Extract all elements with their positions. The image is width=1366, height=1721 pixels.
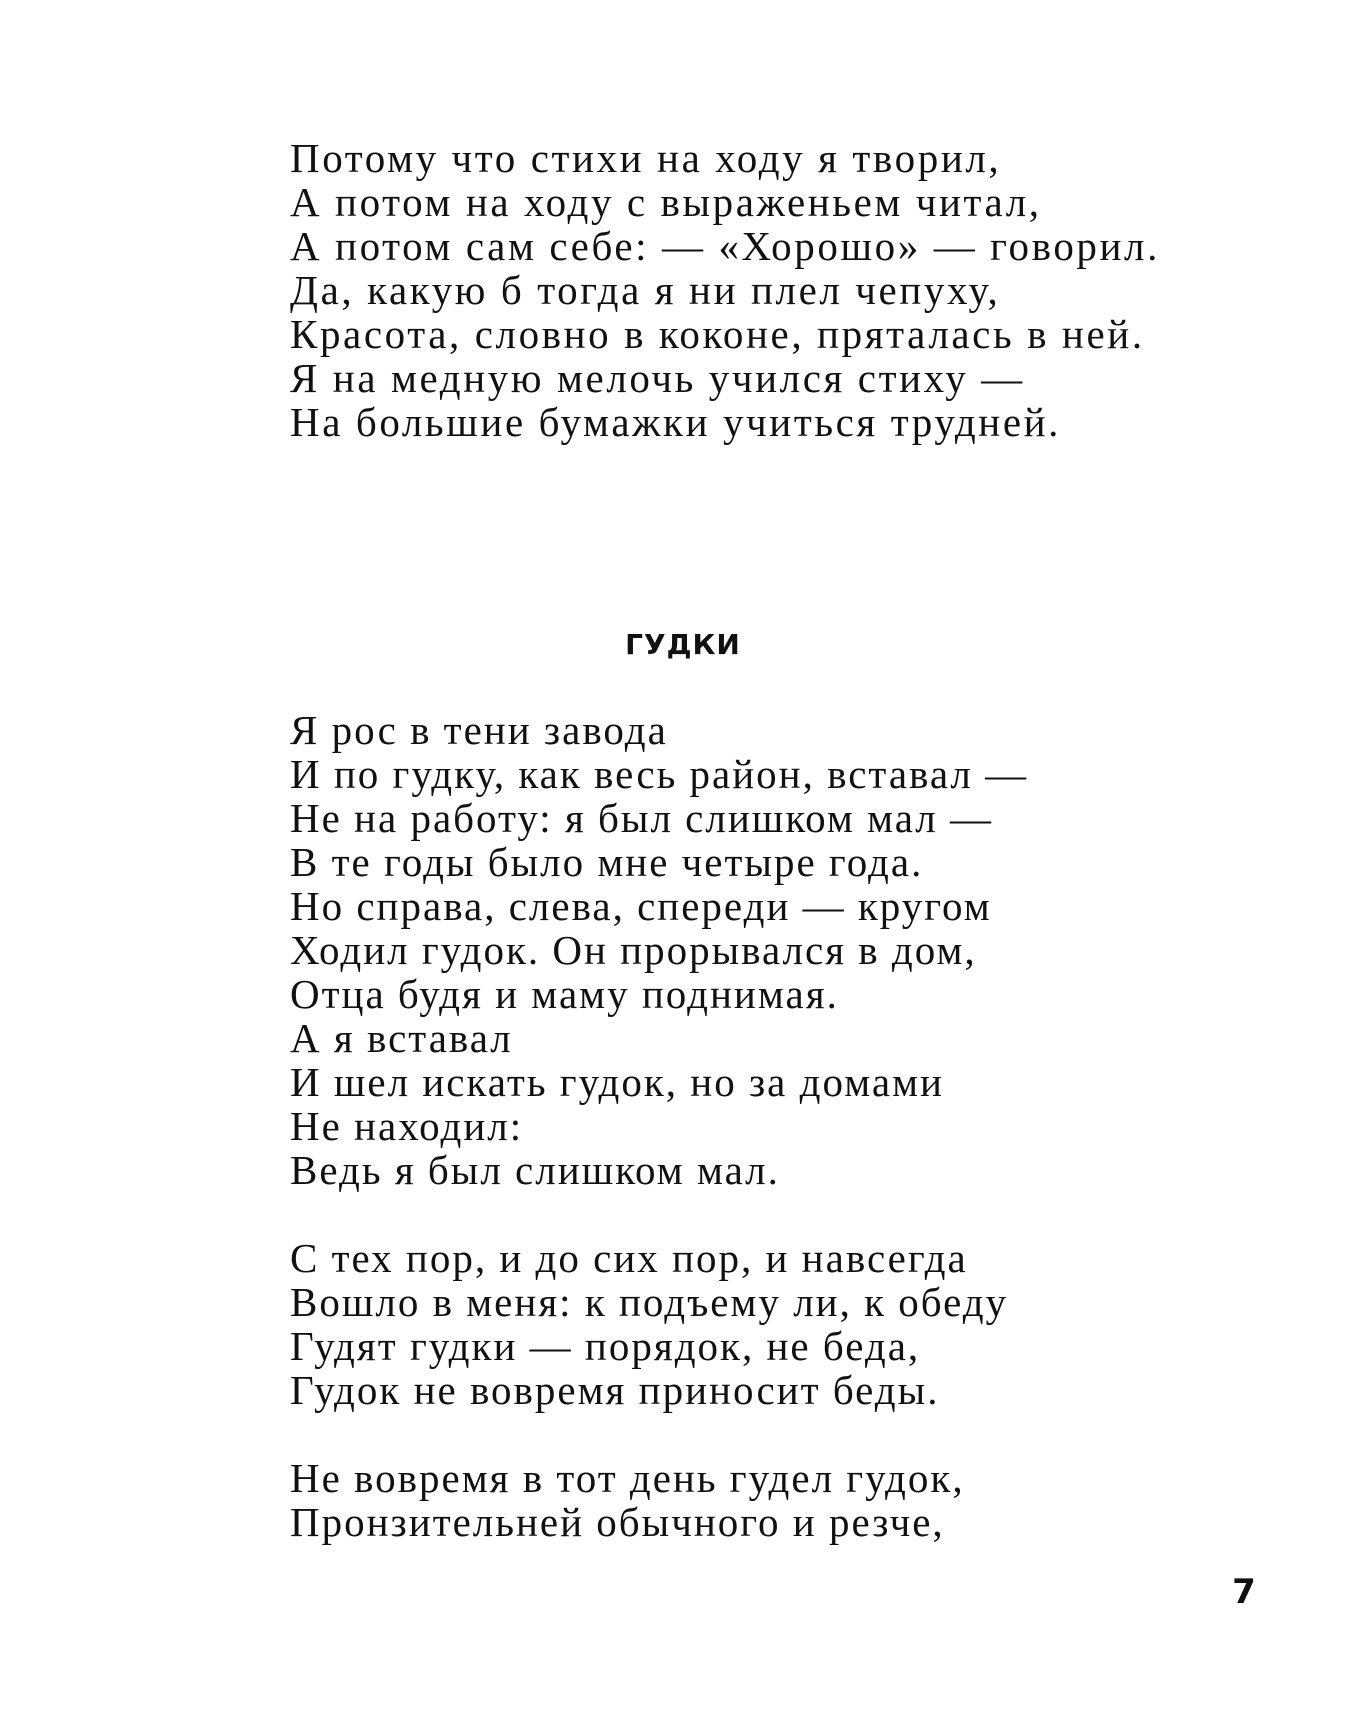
poem-line: И по гудку, как весь район, вставал — bbox=[290, 751, 1029, 797]
poem-line: Я на медную мелочь учился стиху — bbox=[290, 355, 1025, 401]
poem-line: Не вовремя в тот день гудел гудок, bbox=[290, 1455, 965, 1501]
poem-line: Да, какую б тогда я ни плел чепуху, bbox=[290, 267, 1001, 313]
poem-line: В те годы было мне четыре года. bbox=[290, 839, 924, 885]
poem-line: Потому что стихи на ходу я творил, bbox=[290, 135, 1002, 181]
stanza-1 bbox=[290, 708, 1028, 1192]
stanza-2 bbox=[290, 1236, 1008, 1412]
poem-line: Гудок не вовремя приносит беды. bbox=[290, 1367, 940, 1413]
poem-line: А я вставал bbox=[290, 1015, 513, 1061]
page-number: 7 bbox=[1232, 1572, 1256, 1612]
poem-line: Не находил: bbox=[290, 1103, 524, 1149]
poem-title: ГУДКИ bbox=[625, 628, 741, 661]
poem-line: А потом сам себе: — «Хорошо» — говорил. bbox=[290, 223, 1160, 269]
poem-line: Я рос в тени завода bbox=[290, 707, 668, 753]
poem-line: На большие бумажки учиться трудней. bbox=[290, 399, 1062, 445]
poem-line: А потом на ходу с выраженьем читал, bbox=[290, 179, 1042, 225]
poem-line: Отца будя и маму поднимая. bbox=[290, 971, 839, 1017]
poem-line: Красота, словно в коконе, пряталась в ней. bbox=[290, 311, 1145, 357]
poem-line: Пронзительней обычного и резче, bbox=[290, 1499, 945, 1545]
poem-line: Вошло в меня: к подъему ли, к обеду bbox=[290, 1279, 1009, 1325]
stanza-3 bbox=[290, 1456, 965, 1544]
poem-line: Ходил гудок. Он прорывался в дом, bbox=[290, 927, 977, 973]
poem-line: С тех пор, и до сих пор, и навсегда bbox=[290, 1235, 968, 1281]
poem-line: Не на работу: я был слишком мал — bbox=[290, 795, 994, 841]
poem-line: Ведь я был слишком мал. bbox=[290, 1147, 780, 1193]
poem-line: И шел искать гудок, но за домами bbox=[290, 1059, 944, 1105]
stanza-previous-poem-ending bbox=[290, 136, 1160, 444]
poem-line: Гудят гудки — порядок, не беда, bbox=[290, 1323, 921, 1369]
poem-line: Но справа, слева, спереди — кругом bbox=[290, 883, 992, 929]
